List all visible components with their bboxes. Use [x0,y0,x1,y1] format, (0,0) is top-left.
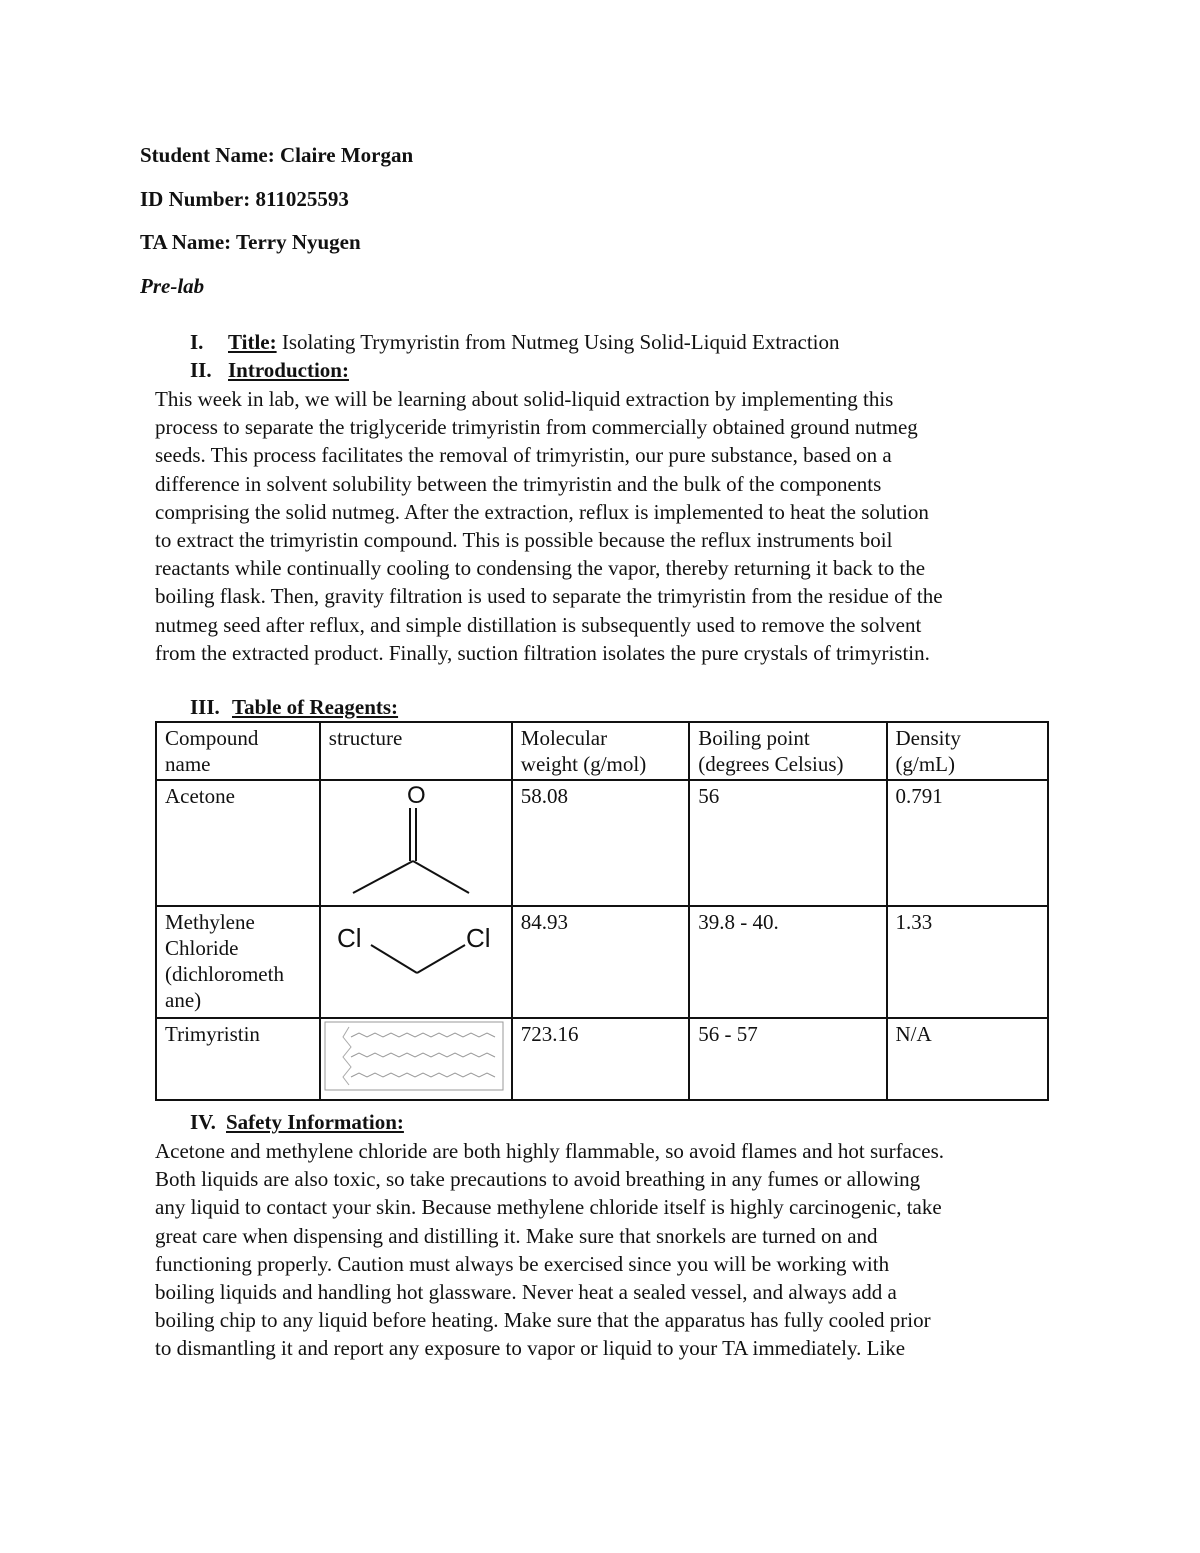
mw-cell: 723.16 [512,1018,689,1100]
introduction-heading [190,358,349,383]
intro-line: comprising the solid nutmeg. After the extraction, reflux is implemented to heat the solution [155,499,929,524]
header-text: Compound [165,726,259,750]
table-row [156,1018,1048,1100]
section-number: III. [190,695,220,719]
structure-cell [320,906,512,1018]
ta-name: TA Name: Terry Nyugen [140,230,361,254]
safety-line: Both liquids are also toxic, so take precautions to avoid breathing in any fumes or allowing [155,1167,921,1192]
section-number: II. [190,358,212,382]
density-cell: 0.791 [887,780,1048,906]
section-number: IV. [190,1110,216,1134]
chlorine-left-label: Cl [336,923,362,953]
compound-name-line: (dichlorometh [165,962,284,986]
section-label: Introduction: [228,358,349,382]
header-text: Molecular [520,726,608,750]
compound-cell: Trimyristin [156,1018,320,1100]
header-cell [156,722,320,780]
section-number: I. [190,330,204,354]
header-cell [689,722,886,780]
density-cell: N/A [887,1018,1048,1100]
header-cell [320,722,512,780]
intro-line: reactants while continually cooling to condensing the vapor, thereby returning it back to the [155,556,926,581]
structure-cell [320,1018,512,1100]
intro-line: from the extracted product. Finally, suction filtration isolates the pure crystals of trimyristin. [155,640,930,665]
intro-line: difference in solvent solubility between the trimyristin and the bulk of the components [155,471,882,496]
safety-line: Acetone and methylene chloride are both highly flammable, so avoid flames and hot surfaces. [155,1139,944,1163]
safety-line: great care when dispensing and distilling it. Make sure that snorkels are turned on and [155,1223,878,1248]
intro-line: This week in lab, we will be learning about solid-liquid extraction by implementing this [155,387,894,411]
intro-line: to extract the trimyristin compound. This is possible because the reflux instruments boil [155,528,893,553]
introduction-paragraph [155,385,1055,667]
safety-line: to dismantling it and report any exposure to vapor or liquid to your TA immediately. Like [155,1336,906,1361]
table-row [156,780,1048,906]
structure-cell [320,780,512,906]
header-text: Density [895,726,961,750]
compound-name-line: ane) [165,988,202,1012]
chlorine-right-label: Cl [465,923,491,953]
section-label: Safety Information: [226,1110,404,1134]
mw-cell: 58.08 [512,780,689,906]
intro-line: boiling flask. Then, gravity filtration is used to separate the trimyristin from the residue of the [155,584,943,609]
safety-heading [190,1110,404,1135]
bp-cell: 56 - 57 [689,1018,886,1100]
id-number: ID Number: 811025593 [140,187,349,211]
section-label: Table of Reagents: [232,695,399,719]
table-header-row [156,722,1048,780]
reagents-heading [190,695,398,720]
header-text: structure [328,726,403,750]
section-label: Title: [228,330,277,354]
reagents-table [155,721,1049,1101]
intro-line: seeds. This process facilitates the removal of trimyristin, our pure substance, based on a [155,443,892,468]
header-text: name [165,752,211,776]
title-section [190,330,840,355]
header-cell [512,722,689,780]
compound-cell [156,906,320,1018]
safety-line: functioning properly. Caution must always be exercised since you will be working with [155,1251,890,1276]
oxygen-label: O [406,782,426,809]
compound-cell: Acetone [156,780,320,906]
student-name: Student Name: Claire Morgan [140,143,414,167]
methylene-chloride-structure [321,907,511,1011]
acetone-structure [321,781,511,899]
title-text: Isolating Trymyristin from Nutmeg Using Solid-Liquid Extraction [276,330,840,354]
density-cell: 1.33 [887,906,1048,1018]
mw-cell: 84.93 [512,906,689,1018]
safety-line: boiling chip to any liquid before heating. Make sure that the apparatus has fully cooled prior [155,1308,931,1333]
safety-line: any liquid to contact your skin. Because methylene chloride itself is highly carcinogenic, take [155,1195,942,1220]
header-text: (degrees Celsius) [698,752,844,776]
table-row [156,906,1048,1018]
safety-line: boiling liquids and handling hot glassware. Never heat a sealed vessel, and always add a [155,1280,897,1305]
header-text: (g/mL) [895,752,955,776]
header-text: weight (g/mol) [520,752,647,776]
intro-line: nutmeg seed after reflux, and simple distillation is subsequently used to remove the solvent [155,612,922,637]
compound-name-line: Methylene [165,910,255,934]
header-cell [887,722,1048,780]
safety-paragraph [155,1137,1055,1363]
intro-line: process to separate the triglyceride trimyristin from commercially obtained ground nutmeg [155,415,918,440]
trimyristin-structure [321,1019,511,1093]
bp-cell: 39.8 - 40. [689,906,886,1018]
prelab-label: Pre-lab [140,274,205,298]
compound-name-line: Chloride [165,936,239,960]
header-text: Boiling point [698,726,810,750]
bp-cell: 56 [689,780,886,906]
